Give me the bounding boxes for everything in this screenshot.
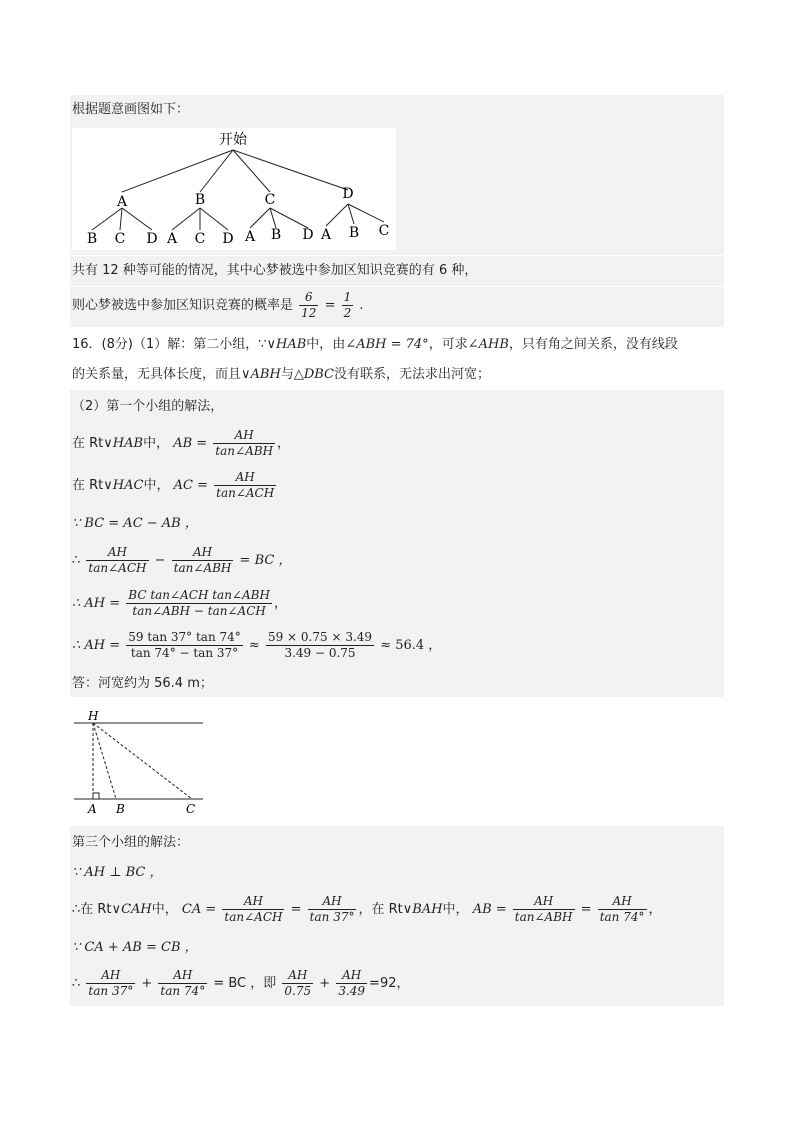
frac-den: tan 74° − tan 37° bbox=[130, 646, 239, 660]
tree-node: C bbox=[264, 192, 276, 208]
frac-num: AH bbox=[213, 428, 275, 444]
tree-leaf: A bbox=[166, 231, 178, 247]
total-outcomes-text: 共有 12 种等可能的情况，其中心梦被选中参加区知识竞赛的有 6 种， bbox=[72, 263, 478, 278]
probability-tree-diagram bbox=[72, 128, 396, 250]
plus-sign: + bbox=[319, 976, 331, 991]
text: ， bbox=[273, 596, 287, 611]
frac-num: 59 tan 37° tan 74° bbox=[128, 630, 241, 644]
g1-step2 bbox=[72, 470, 278, 501]
text: 16．(8分)（1）解：第二小组，∵ bbox=[72, 337, 267, 352]
fraction bbox=[336, 968, 367, 999]
math: = BC ， bbox=[239, 553, 292, 568]
fraction bbox=[86, 968, 135, 999]
frac-den: 2 bbox=[343, 306, 352, 320]
frac-den: tan 74° bbox=[160, 984, 206, 998]
text: 在 Rt∨ bbox=[72, 478, 113, 493]
frac-num: 59 × 0.75 × 3.49 bbox=[267, 630, 373, 644]
frac-num: 1 bbox=[343, 290, 352, 304]
tree-node: D bbox=[342, 186, 354, 202]
equals-sign: = bbox=[290, 902, 302, 917]
frac-den: tan 37° bbox=[309, 910, 355, 924]
minus-sign: − bbox=[154, 553, 166, 568]
tree-leaf: C bbox=[378, 223, 390, 239]
fraction bbox=[308, 894, 357, 925]
frac-num: AH bbox=[336, 968, 367, 984]
frac-num: AH bbox=[214, 470, 276, 486]
math: ∴ AH = bbox=[72, 638, 121, 653]
math: HAB bbox=[112, 436, 144, 451]
g1-step6 bbox=[72, 630, 441, 661]
g3-step3: ∵ CA + AB = CB ， bbox=[72, 940, 198, 955]
frac-den: tan∠ACH bbox=[224, 910, 283, 924]
g1-step3: ∵ BC = AC − AB ， bbox=[72, 516, 198, 531]
frac-den: tan 37° bbox=[88, 984, 134, 998]
fraction bbox=[126, 630, 242, 661]
text: 与△ bbox=[280, 367, 304, 382]
text: ，只有角之间关系，没有线段 bbox=[508, 337, 678, 352]
frac-den: tan∠ACH bbox=[216, 486, 275, 500]
text: ， bbox=[648, 902, 662, 917]
math: ∴ AH = bbox=[72, 596, 121, 611]
label-H: H bbox=[88, 709, 99, 723]
frac-num: AH bbox=[282, 968, 313, 984]
frac-den: 12 bbox=[301, 306, 317, 320]
text: 中， bbox=[143, 436, 170, 451]
period: . bbox=[359, 298, 364, 313]
fraction bbox=[513, 894, 575, 925]
approx-sign: ≈ bbox=[248, 638, 260, 653]
frac-den: tan∠ABH bbox=[173, 561, 232, 575]
fraction bbox=[172, 545, 234, 576]
g1-step5 bbox=[72, 588, 287, 619]
text: 中，由 bbox=[306, 337, 346, 352]
fraction bbox=[222, 894, 284, 925]
math: ∨HAB bbox=[266, 337, 307, 352]
tree-svg bbox=[72, 128, 396, 250]
tree-leaf: B bbox=[270, 227, 282, 243]
frac-den: tan∠ABH bbox=[514, 910, 573, 924]
math: ∠AHB bbox=[467, 337, 509, 352]
plus-sign: + bbox=[141, 976, 153, 991]
text: = BC ，即 bbox=[213, 976, 277, 991]
frac-num: AH bbox=[222, 894, 284, 910]
text: ， bbox=[277, 436, 291, 451]
tree-leaf: D bbox=[146, 231, 158, 247]
frac-den: tan 74° bbox=[599, 910, 645, 924]
prob-fraction-1 bbox=[299, 290, 318, 321]
frac-den: 3.49 bbox=[338, 984, 366, 998]
g3-step2 bbox=[72, 894, 662, 925]
text: 没有联系，无法求出河宽； bbox=[333, 367, 490, 382]
tree-node: A bbox=[116, 194, 128, 210]
frac-den: 3.49 − 0.75 bbox=[284, 646, 356, 660]
text: 中， bbox=[143, 478, 170, 493]
label-A: A bbox=[88, 802, 97, 816]
math: BAH bbox=[412, 902, 443, 917]
text: ，可求 bbox=[428, 337, 468, 352]
text: ∴ bbox=[72, 553, 81, 568]
g1-answer: 答：河宽约为 56.4 m； bbox=[72, 676, 213, 691]
fraction bbox=[266, 630, 374, 661]
tree-leaf: C bbox=[114, 231, 126, 247]
tree-node: B bbox=[194, 192, 206, 208]
frac-den: tan∠ABH − tan∠ACH bbox=[132, 604, 266, 618]
frac-num: AH bbox=[513, 894, 575, 910]
frac-num: AH bbox=[598, 894, 647, 910]
frac-num: AH bbox=[158, 968, 207, 984]
fraction bbox=[282, 968, 313, 999]
fraction bbox=[126, 588, 272, 619]
q16-line2 bbox=[72, 366, 490, 384]
fraction bbox=[158, 968, 207, 999]
frac-num: AH bbox=[308, 894, 357, 910]
frac-num: AH bbox=[172, 545, 234, 561]
frac-num: AH bbox=[86, 545, 148, 561]
equals-sign: = bbox=[580, 902, 592, 917]
math: ∠ABH = 74° bbox=[345, 337, 429, 352]
text: 的关系量，无具体长度，而且 bbox=[72, 367, 242, 382]
frac-num: AH bbox=[86, 968, 135, 984]
text: =92， bbox=[369, 976, 410, 991]
fraction bbox=[213, 428, 275, 459]
math: DBC bbox=[303, 367, 334, 382]
tree-leaf: C bbox=[194, 231, 206, 247]
frac-den: tan∠ABH bbox=[215, 444, 274, 458]
math: ≈ 56.4 ， bbox=[380, 638, 442, 653]
tree-leaf: D bbox=[302, 227, 314, 243]
tree-leaf: A bbox=[320, 227, 332, 243]
tree-leaf: B bbox=[348, 225, 360, 241]
label-C: C bbox=[186, 802, 196, 816]
math: AC = bbox=[173, 478, 208, 493]
intro-text: 根据题意画图如下： bbox=[72, 102, 190, 117]
text: ∴在 Rt∨ bbox=[72, 902, 122, 917]
g3-step4 bbox=[72, 968, 409, 999]
frac-den: 0.75 bbox=[284, 984, 312, 998]
text: 中， bbox=[442, 902, 469, 917]
text: ∴ bbox=[72, 976, 81, 991]
frac-num: BC tan∠ACH tan∠ABH bbox=[128, 588, 270, 602]
g3-title: 第三个小组的解法： bbox=[72, 835, 190, 850]
g1-step4 bbox=[72, 545, 291, 576]
math: AB = bbox=[173, 436, 208, 451]
text: 中， bbox=[151, 902, 178, 917]
g1-step1 bbox=[72, 428, 290, 459]
label-B: B bbox=[116, 802, 125, 816]
figure-svg bbox=[72, 707, 204, 817]
math: CAH bbox=[121, 902, 152, 917]
equals-sign: = bbox=[324, 298, 336, 313]
g3-step1: ∵ AH ⊥ BC ， bbox=[72, 865, 163, 880]
math: ∨ABH bbox=[241, 367, 281, 382]
tree-root: 开始 bbox=[219, 132, 247, 148]
frac-den: tan∠ACH bbox=[88, 561, 147, 575]
math: CA = bbox=[181, 902, 217, 917]
tree-leaf: D bbox=[222, 231, 234, 247]
tree-leaf: B bbox=[86, 231, 98, 247]
q16-line1 bbox=[72, 336, 678, 354]
probability-line bbox=[72, 290, 364, 321]
text: 在 Rt∨ bbox=[72, 436, 113, 451]
math: HAC bbox=[112, 478, 144, 493]
text: ，在 Rt∨ bbox=[358, 902, 413, 917]
math: AB = bbox=[472, 902, 507, 917]
fraction bbox=[214, 470, 276, 501]
river-width-figure bbox=[72, 707, 204, 817]
g1-title: （2）第一个小组的解法， bbox=[72, 399, 224, 414]
prob-pre: 则心梦被选中参加区知识竞赛的概率是 bbox=[72, 298, 294, 313]
tree-leaf: A bbox=[244, 229, 256, 245]
frac-num: 6 bbox=[299, 290, 318, 306]
prob-fraction-2 bbox=[342, 290, 354, 321]
fraction bbox=[598, 894, 647, 925]
fraction bbox=[86, 545, 148, 576]
